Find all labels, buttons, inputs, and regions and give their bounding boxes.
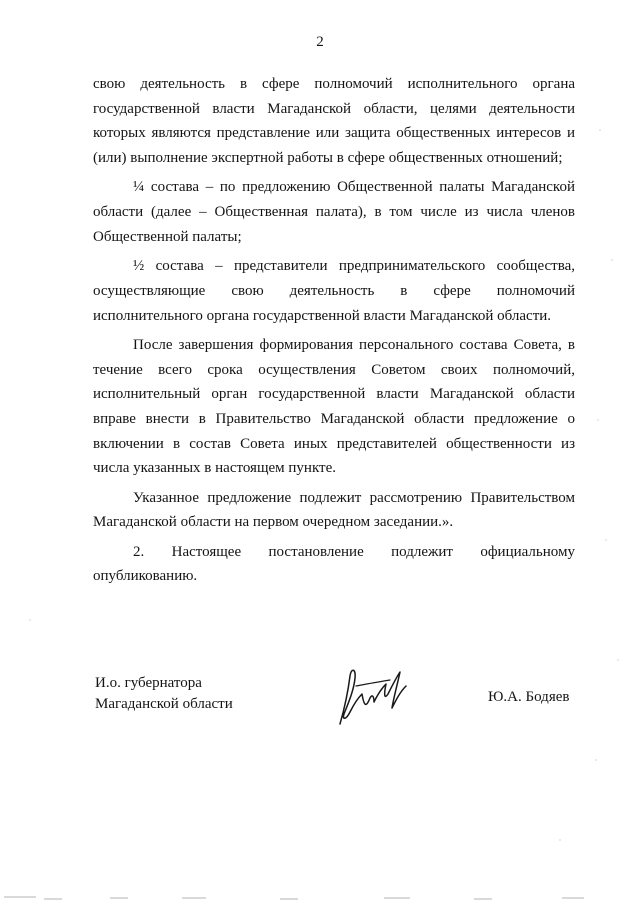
paragraph-continuation: свою деятельность в сфере полномочий исполнительного органа государственной власти Магаданской области, целями деятельности которых являются представление или защита общественных интересов и (или) выполнение экспертной работы в сфере общественных отношений; [93, 76, 575, 167]
paragraph-after-formation: После завершения формирования персонального состава Совета, в течение всего срока осуществления Советом своих полномочий, исполнительный орган государственной власти Магаданской области вправе внести в Правительство Магаданской области предложение о включении в состав Совета иных представителей общественности из числа указанных в настоящем пункте. [93, 336, 575, 477]
signatory-position [95, 673, 233, 715]
paragraph-publication: 2. Настоящее постановление подлежит официальному опубликованию. [93, 543, 575, 585]
document-body [93, 72, 575, 594]
paragraph-half-composition: ½ состава – представители предпринимательского сообщества, осуществляющие свою деятельность в сфере полномочий исполнительного органа государственной власти Магаданской области. [93, 258, 575, 324]
signatory-name: Ю.А. Бодяев [488, 689, 570, 705]
signatory-position-line-2: Магаданской области [95, 696, 233, 712]
handwritten-signature [334, 664, 414, 728]
paragraph-quarter-composition: ¼ состава – по предложению Общественной палаты Магаданской области (далее – Общественная палата), в том числе из числа членов Общественной палаты; [93, 179, 575, 245]
paragraph-proposal-review: Указанное предложение подлежит рассмотрению Правительством Магаданской области на первом очередном заседании.». [93, 489, 575, 531]
signatory-position-line-1: И.о. губернатора [95, 675, 202, 691]
page-number: 2 [316, 34, 324, 50]
